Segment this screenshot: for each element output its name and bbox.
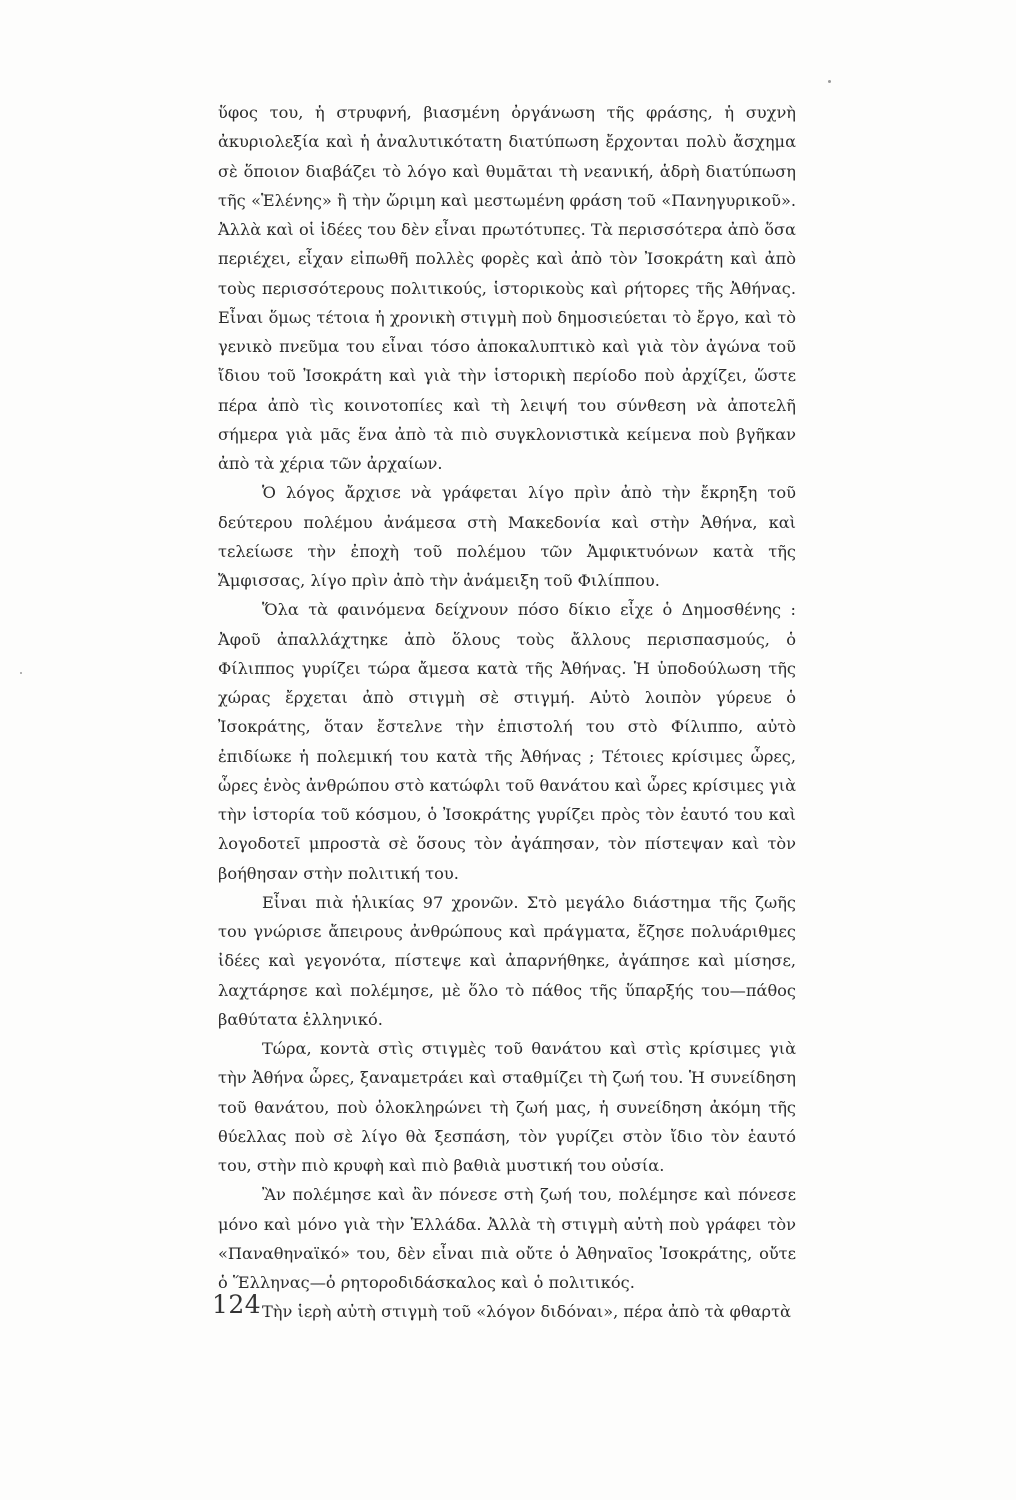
paragraph-continuation: ὕφος του, ἡ στρυφνή, βιασμένη ὀργάνωση τῆς φράσης, ἡ συχνὴ ἀκυριολεξία καὶ ἡ ἀναλυτικότατη διατύπωση ἔρχονται πολὺ ἄσχημα σὲ ὅποιον διαβάζει τὸ λόγο καὶ θυμᾶται τὴ νεανική, ἁδρὴ διατύπωση τῆς «Ἑλένης» ἢ τὴν ὥριμη καὶ μεστωμένη φράση τοῦ «Πανηγυρικοῦ». Ἀλλὰ καὶ οἱ ἰδέες του δὲν εἶναι πρωτότυπες. Τὰ περισσότερα ἀπὸ ὅσα περιέχει, εἶχαν εἰπωθῆ πολλὲς φορὲς καὶ ἀπὸ τὸν Ἰσοκράτη καὶ ἀπὸ τοὺς περισσότερους πολιτικούς, ἱστορικοὺς καὶ ρήτορες τῆς Ἀθήνας. Εἶναι ὅμως τέτοια ἡ χρονικὴ στιγμὴ ποὺ δημοσιεύεται τὸ ἔργο, καὶ τὸ γενικὸ πνεῦμα του εἶναι τόσο ἀποκαλυπτικὸ καὶ γιὰ τὸν ἀγώνα τοῦ ἴδιου τοῦ Ἰσοκράτη καὶ γιὰ τὴν ἱστορικὴ περίοδο ποὺ ἀρχίζει, ὥστε πέρα ἀπὸ τὶς κοινοτοπίες καὶ τὴ λειψή του σύνθεση νὰ ἀποτελῆ σήμερα γιὰ μᾶς ἕνα ἀπὸ τὰ πιὸ συγκλονιστικὰ κείμενα ποὺ βγῆκαν ἀπὸ τὰ χέρια τῶν ἀρχαίων. — [218, 103, 796, 473]
paragraph-greece: Ἂν πολέμησε καὶ ἂν πόνεσε στὴ ζωή του, πολέμησε καὶ πόνεσε μόνο καὶ μόνο γιὰ τὴν Ἑλλάδα. Ἀλλὰ τὴ στιγμὴ αὐτὴ ποὺ γράφει τὸν «Παναθηναϊκό» του, δὲν εἶναι πιὰ οὔτε ὁ Ἀθηναῖος Ἰσοκράτης, οὔτε ὁ Ἕλληνας—ὁ ρητοροδιδάσκαλος καὶ ὁ πολιτικός. — [218, 1185, 796, 1292]
paragraph-final: Τὴν ἱερὴ αὐτὴ στιγμὴ τοῦ «λόγον διδόναι», πέρα ἀπὸ τὰ φθαρτὰ — [262, 1302, 791, 1322]
paper-speck — [828, 80, 831, 83]
page-number: 124 — [212, 1290, 262, 1319]
paper-speck — [20, 672, 22, 674]
paragraph-composition: Ὁ λόγος ἄρχισε νὰ γράφεται λίγο πρὶν ἀπὸ τὴν ἔκρηξη τοῦ δεύτερου πολέμου ἀνάμεσα στὴ Μακεδονία καὶ στὴν Ἀθήνα, καὶ τελείωσε τὴν ἐποχὴ τοῦ πολέμου τῶν Ἀμφικτυόνων κατὰ τῆς Ἄμφισσας, λίγο πρὶν ἀπὸ τὴν ἀνάμειξη τοῦ Φιλίππου. — [218, 483, 796, 590]
paragraph-death: Τώρα, κοντὰ στὶς στιγμὲς τοῦ θανάτου καὶ στὶς κρίσιμες γιὰ τὴν Ἀθήνα ὧρες, ξαναμετράει καὶ σταθμίζει τὴ ζωή του. Ἡ συνείδηση τοῦ θανάτου, ποὺ ὁλοκληρώνει τὴ ζωή μας, ἡ συνείδηση ἀκόμη τῆς θύελλας ποὺ σὲ λίγο θὰ ξεσπάση, τὸν γυρίζει στὸν ἴδιο τὸν ἑαυτό του, στὴν πιὸ κρυφὴ καὶ πιὸ βαθιὰ μυστική του οὐσία. — [218, 1039, 796, 1175]
body-text — [218, 98, 796, 1327]
paragraph-age: Εἶναι πιὰ ἡλικίας 97 χρονῶν. Στὸ μεγάλο διάστημα τῆς ζωῆς του γνώρισε ἄπειρους ἀνθρώπους καὶ πράγματα, ἔζησε πολυάριθμες ἰδέες καὶ γεγονότα, πίστεψε καὶ ἀπαρνήθηκε, ἀγάπησε καὶ μίσησε, λαχτάρησε καὶ πολέμησε, μὲ ὅλο τὸ πάθος τῆς ὕπαρξής του—πάθος βαθύτατα ἑλληνικό. — [218, 892, 796, 1029]
paragraph-demosthenes: Ὅλα τὰ φαινόμενα δείχνουν πόσο δίκιο εἶχε ὁ Δημοσθένης : Ἀφοῦ ἀπαλλάχτηκε ἀπὸ ὅλους τοὺς ἄλλους περισπασμούς, ὁ Φίλιππος γυρίζει τώρα ἄμεσα κατὰ τῆς Ἀθήνας. Ἡ ὑποδούλωση τῆς χώρας ἔρχεται ἀπὸ στιγμὴ σὲ στιγμή. Αὐτὸ λοιπὸν γύρευε ὁ Ἰσοκράτης, ὅταν ἔστελνε τὴν ἐπιστολή του στὸ Φίλιππο, αὐτὸ ἐπιδίωκε ἡ πολεμική του κατὰ τῆς Ἀθήνας ; Τέτοιες κρίσιμες ὧρες, ὧρες ἑνὸς ἀνθρώπου στὸ κατώφλι τοῦ θανάτου καὶ ὧρες κρίσιμες γιὰ τὴν ἱστορία τοῦ κόσμου, ὁ Ἰσοκράτης γυρίζει πρὸς τὸν ἑαυτό του καὶ λογοδοτεῖ μπροστὰ σὲ ὅσους τὸν ἀγάπησαν, τὸν πίστεψαν καὶ τὸν βοήθησαν στὴν πολιτική του. — [218, 600, 796, 883]
